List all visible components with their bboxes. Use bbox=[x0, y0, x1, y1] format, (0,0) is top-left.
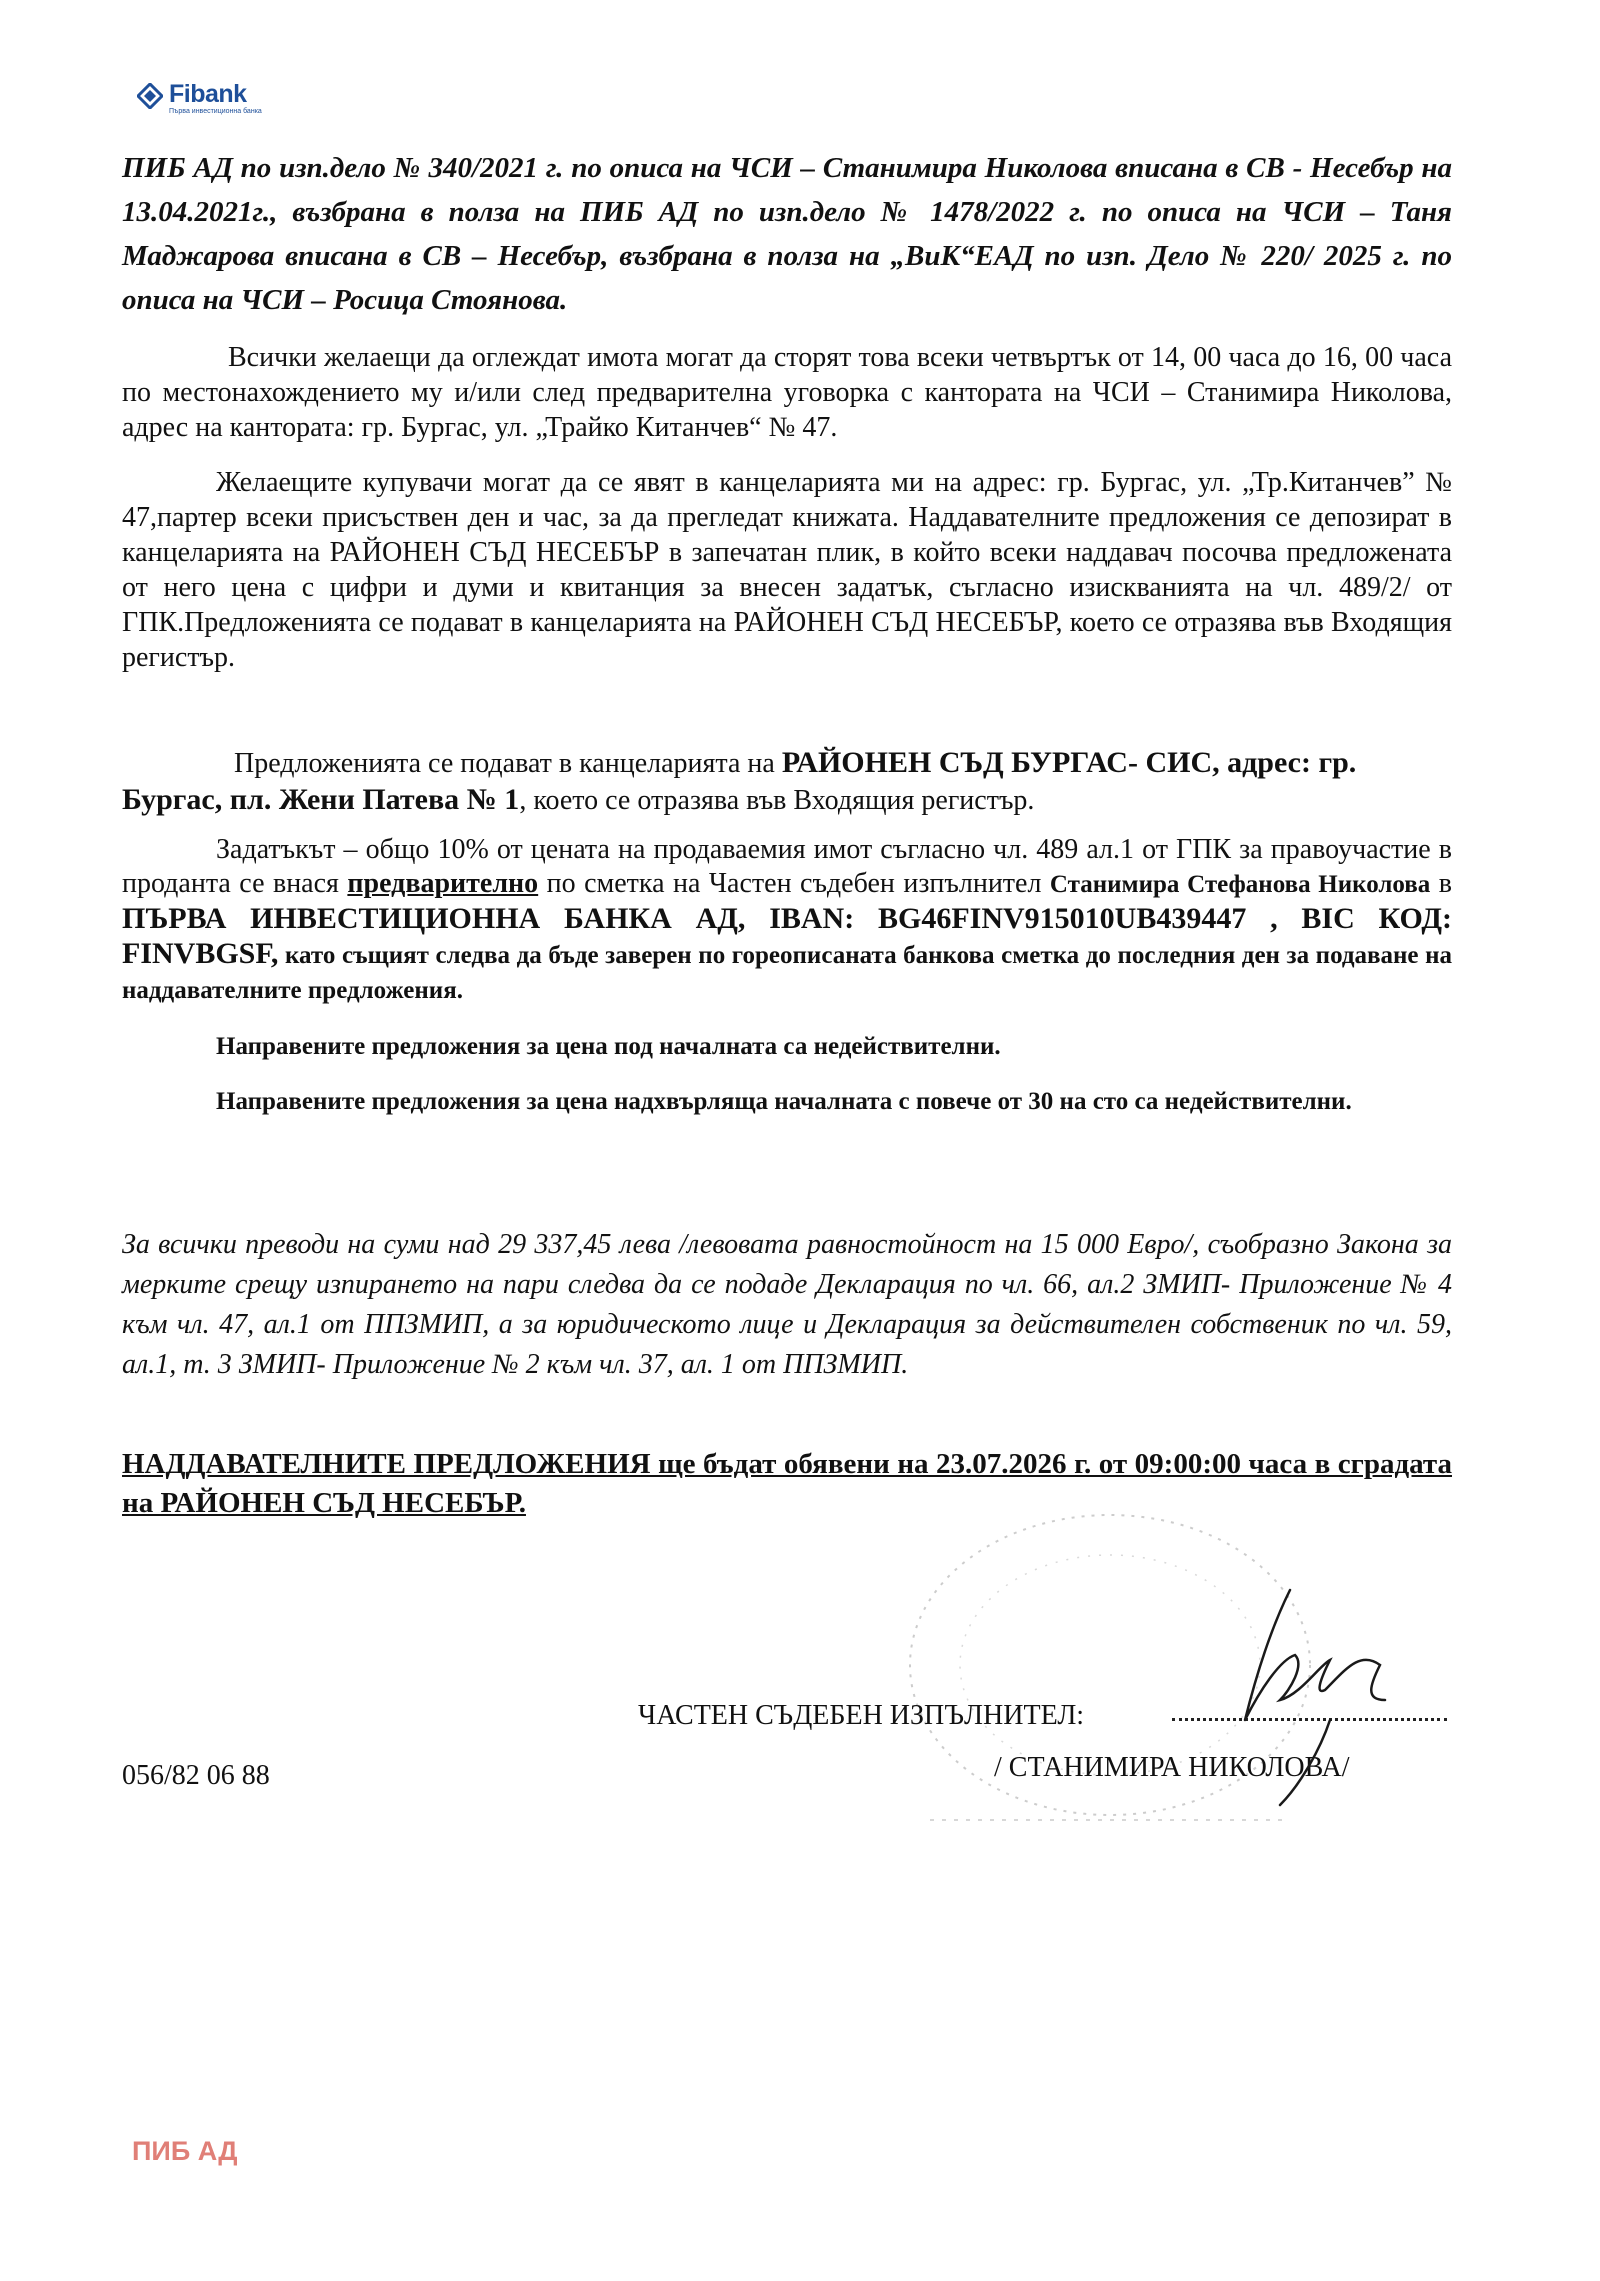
invalid-above-notice: Направените предложения за цена надхвърляща началната с повече от 30 на сто са недействителни. bbox=[216, 1088, 1352, 1115]
phone-number: 056/82 06 88 bbox=[122, 1760, 270, 1791]
intro-paragraph: ПИБ АД по изп.дело № 340/2021 г. по описа на ЧСИ – Станимира Николова вписана в СВ - Несебър на 13.04.2021г., възбрана в полза на ПИБ АД по изп.дело № 1478/2022 г. по описа на ЧСИ – Таня Маджарова вписана в СВ – Несебър, възбрана в полза на „ВиК“ЕАД по изп. Дело № 220/ 2025 г. по описа на ЧСИ – Росица Стоянова. bbox=[122, 152, 1452, 316]
logo-tagline: Първа инвестиционна банка bbox=[169, 108, 262, 115]
fibank-logo bbox=[137, 80, 262, 116]
deposit-bank-details: ПЪРВА ИНВЕСТИЦИОННА БАНКА АД, IBAN: BG46FINV915010UB439447 , BIC КОД: FINVBGSF, bbox=[122, 902, 1452, 970]
buyers-paragraph: Желаещите купувачи могат да се явят в канцеларията ми на адрес: гр. Бургас, ул. „Тр.Китанчев” № 47,партер всеки присъствен ден и час, за да прегледат книжата. Наддавателните предложения се депозират в канцеларията на РАЙОНЕН СЪД НЕСЕБЪР в запечатан плик, в който всеки наддавач посочва предложената от него цена с цифри и думи и квитанция за внесен задатък, съгласно изискванията на чл. 489/2/ от ГПК.Предложенията се подават в канцеларията на РАЙОНЕН СЪД НЕСЕБЪР, което се отразява във Входящия регистър. bbox=[122, 467, 1452, 673]
announcement: НАДДАВАТЕЛНИТЕ ПРЕДЛОЖЕНИЯ ще бъдат обявени на 23.07.2026 г. от 09:00:00 часа в сградата на РАЙОНЕН СЪД НЕСЕБЪР. bbox=[122, 1448, 1452, 1519]
deposit-underlined: предварително bbox=[347, 868, 539, 899]
invalid-below-notice: Направените предложения за цена под началната са недействителни. bbox=[216, 1033, 1001, 1060]
deposit-text-2: по сметка на Частен съдебен изпълнител bbox=[538, 868, 1050, 899]
logo-name: Fibank bbox=[169, 80, 247, 108]
deposit-text-1: Задатъкът – общо 10% от цената на продаваемия имот съгласно чл. 489 ал.1 от ГПК за правоучастие в проданта се внася bbox=[122, 834, 1452, 899]
deposit-bailiff-name: Станимира Стефанова Николова bbox=[1049, 871, 1431, 898]
offers-prefix: Предложенията се подават в канцеларията на bbox=[234, 748, 782, 779]
visit-paragraph: Всички желаещи да оглеждат имота могат да сторят това всеки четвъртък от 14, 00 часа до 16, 00 часа по местонахождението му и/или след предварителна уговорка с канторaта на ЧСИ – Станимира Николова, адрес на кантората: гр. Бургас, ул. „Трайко Китанчев“ № 47. bbox=[122, 342, 1452, 443]
offers-paragraph bbox=[122, 745, 1452, 819]
offers-court-address: РАЙОНЕН СЪД БУРГАС- СИС, адрес: гр. Бургас, пл. Жени Патева № 1 bbox=[122, 746, 1357, 816]
bailiff-name: / СТАНИМИРА НИКОЛОВА/ bbox=[994, 1752, 1350, 1783]
deposit-in-word: в bbox=[1430, 868, 1452, 899]
deposit-tail: като същият следва да бъде заверен по гореописаната банкова сметка до последния ден за подаване на наддавателните предложения. bbox=[122, 942, 1452, 1004]
footer-watermark: ПИБ АД bbox=[132, 2136, 238, 2166]
fibank-diamond-icon bbox=[137, 83, 163, 109]
handwritten-signature bbox=[1170, 1570, 1430, 1810]
offers-suffix: , което се отразява във Входящия регистър. bbox=[519, 785, 1035, 816]
deposit-paragraph bbox=[122, 833, 1452, 1008]
transfer-declaration-note: За всички преводи на суми над 29 337,45 лева /левовата равностойност на 15 000 Евро/, съобразно Закона за мерките срещу изпирането на пари следва да се подаде Декларация по чл. 66, ал.2 ЗМИП- Приложение № 4 към чл. 47, ал.1 от ППЗМИП, а за юридическото лице и Декларация за действителен собственик по чл. 59, ал.1, т. 3 ЗМИП- Приложение № 2 към чл. 37, ал. 1 от ППЗМИП. bbox=[122, 1229, 1452, 1380]
bailiff-signature-title: ЧАСТЕН СЪДЕБЕН ИЗПЪЛНИТЕЛ: bbox=[638, 1700, 1085, 1731]
